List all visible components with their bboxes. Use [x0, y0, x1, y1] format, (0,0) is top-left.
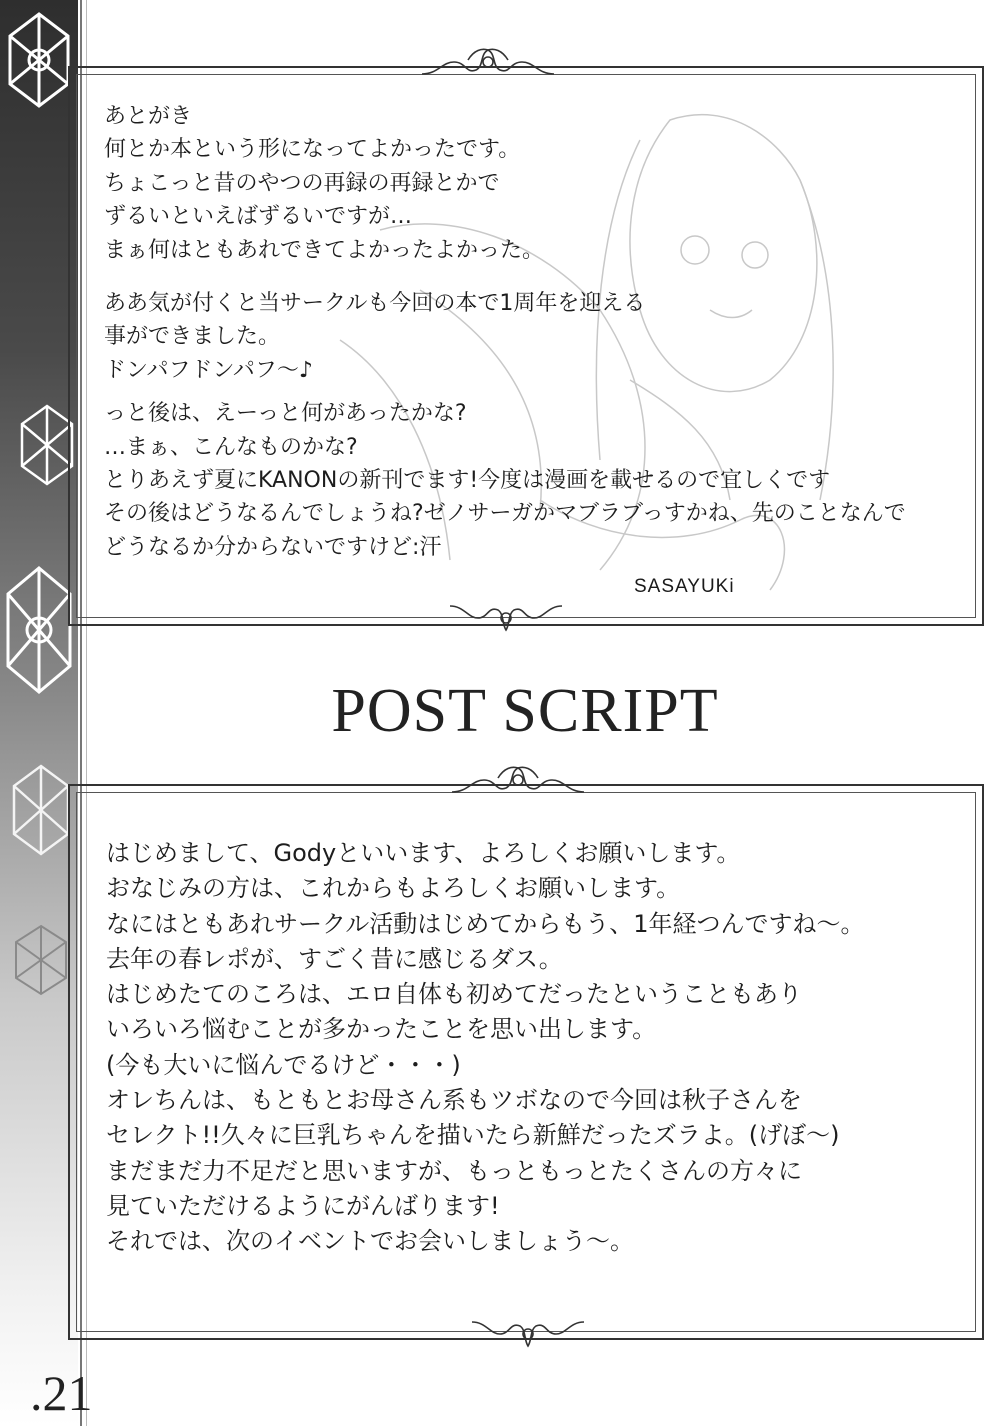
page-number: .21	[30, 1365, 93, 1421]
afterword-line: …まぁ、こんなものかな?	[104, 434, 358, 460]
postscript-line: まだまだ力不足だと思いますが、もっともっとたくさんの方々に	[106, 1156, 802, 1185]
postscript-line: それでは、次のイベントでお会いしましょう〜。	[106, 1227, 634, 1256]
afterword-line: ずるいといえばずるいですが…	[104, 204, 413, 230]
snowflake-icon	[8, 920, 74, 1000]
snowflake-icon	[2, 6, 76, 116]
postscript-line: なにはともあれサークル活動はじめてからもう、1年経つんですね〜。	[106, 909, 865, 938]
author-signature: SASAYUKi	[634, 576, 735, 597]
flourish-ornament	[418, 40, 558, 84]
afterword-line: あとがき	[104, 104, 193, 129]
postscript-line: はじめまして、Godyといいます、よろしくお願いします。	[106, 839, 741, 867]
flourish-ornament	[446, 596, 566, 638]
afterword-line: どうなるか分からないですけど:汗	[104, 534, 442, 560]
afterword-line: ちょこっと昔のやつの再録の再録とかで	[104, 170, 500, 196]
paragraph-gap	[104, 267, 906, 287]
postscript-line: はじめたてのころは、エロ自体も初めてだったということもあり	[106, 980, 802, 1009]
postscript-line: いろいろ悩むことが多かったことを思い出します。	[106, 1015, 657, 1044]
afterword-line: とりあえず夏にKANONの新刊でます!今度は漫画を載せるので宜しくです	[104, 468, 831, 494]
postscript-line: (今も大いに悩んでるけど・・・)	[106, 1050, 461, 1079]
afterword-line: 事ができました。	[104, 324, 281, 350]
paragraph-gap	[104, 387, 906, 397]
postscript-text	[106, 836, 865, 1260]
postscript-line: オレちんは、もともとお母さん系もツボなので今回は秋子さんを	[106, 1086, 802, 1115]
page-title: POST SCRIPT	[331, 677, 719, 745]
afterword-text	[104, 100, 906, 564]
afterword-line: ドンパフドンパフ〜♪	[104, 357, 313, 383]
afterword-line: まぁ何はともあれできてよかったよかった。	[104, 237, 545, 263]
afterword-line: ああ気が付くと当サークルも今回の本で1周年を迎える	[104, 291, 646, 317]
flourish-ornament	[448, 758, 588, 802]
postscript-line: 見ていただけるようにがんばります!	[106, 1191, 500, 1220]
flourish-ornament	[468, 1312, 588, 1354]
afterword-line: っと後は、えーっと何があったかな?	[104, 401, 467, 427]
postscript-line: セレクト!!久々に巨乳ちゃんを描いたら新鮮だったズラよ。(げぼ〜)	[106, 1121, 840, 1150]
afterword-line: 何とか本という形になってよかったです。	[104, 137, 521, 163]
postscript-line: おなじみの方は、これからもよろしくお願いします。	[106, 874, 681, 903]
snowflake-icon	[4, 760, 78, 860]
postscript-line: 去年の春レポが、すごく昔に感じるダス。	[106, 944, 563, 973]
afterword-line: その後はどうなるんでしょうね?ゼノサーガかマブラブっすかね、先のことなんで	[104, 501, 906, 527]
